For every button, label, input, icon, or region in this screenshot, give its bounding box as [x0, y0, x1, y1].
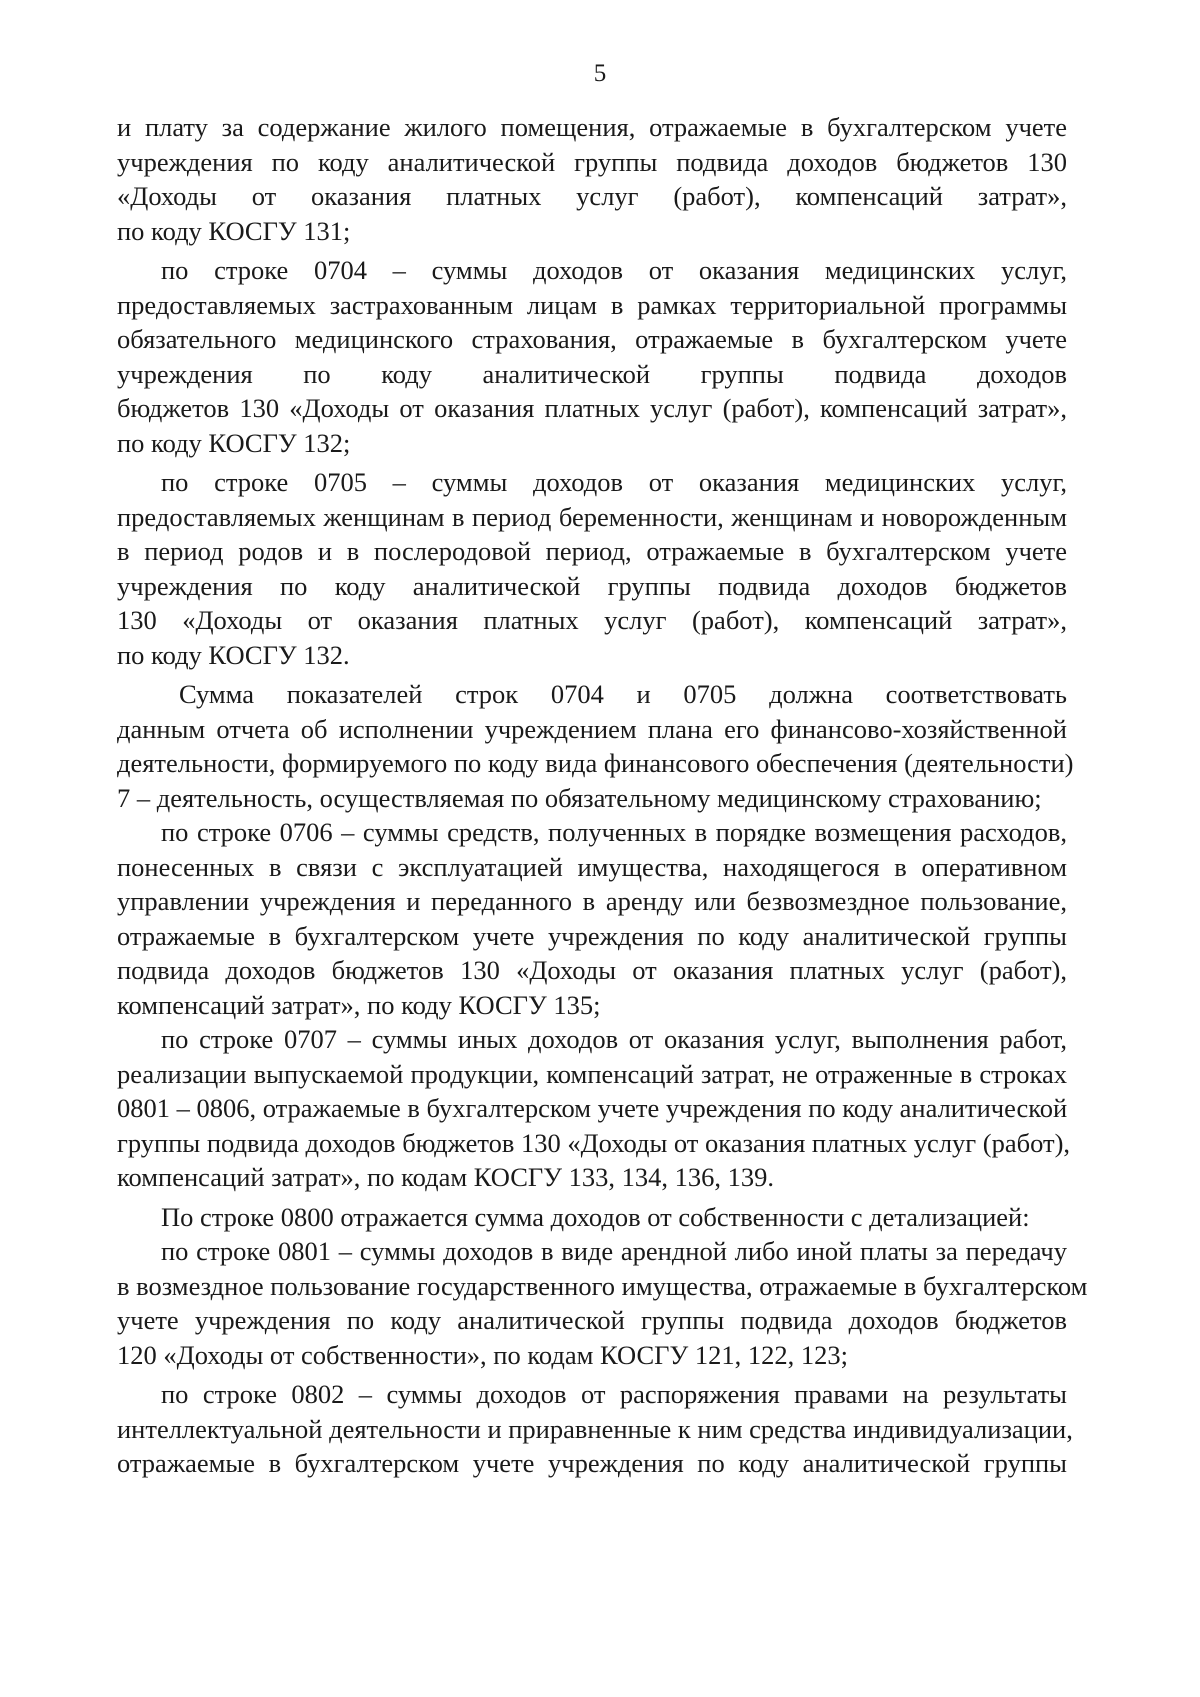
text-line: учреждения по коду аналитической группы подвида доходов бюджетов — [117, 570, 1067, 601]
text-line: по строке 0705 – суммы доходов от оказания медицинских услуг, — [161, 467, 1067, 497]
text-line: по строке 0706 – суммы средств, полученных в порядке возмещения расходов, — [161, 817, 1067, 847]
text-line: отражаемые в бухгалтерском учете учреждения по коду аналитической группы — [117, 920, 1067, 951]
text-line: по строке 0802 – суммы доходов от распоряжения правами на результаты — [161, 1379, 1067, 1409]
text-line: обязательного медицинского страхования, отражаемые в бухгалтерском учете — [117, 324, 1067, 354]
text-line: 7 – деятельность, осуществляемая по обязательному медицинскому страхованию; — [117, 782, 1042, 813]
text-line: и плату за содержание жилого помещения, отражаемые в бухгалтерском учете — [117, 112, 1067, 142]
text-line: по строке 0801 – суммы доходов в виде арендной либо иной платы за передачу — [161, 1236, 1067, 1266]
text-line: интеллектуальной деятельности и приравненные к ним средства индивидуализации, — [117, 1413, 1073, 1444]
page-number: 5 — [593, 60, 607, 87]
text-line: предоставляемых застрахованным лицам в рамках территориальной программы — [117, 289, 1067, 320]
text-line: по коду КОСГУ 131; — [117, 215, 351, 246]
text-line: учреждения по коду аналитической группы подвида доходов бюджетов 130 — [117, 146, 1067, 177]
text-line: «Доходы от оказания платных услуг (работ), компенсаций затрат», — [117, 181, 1067, 211]
text-line: управлении учреждения и переданного в аренду или безвозмездное пользование, — [117, 886, 1067, 916]
text-line: учете учреждения по коду аналитической группы подвида доходов бюджетов — [117, 1305, 1067, 1335]
text-line: 130 «Доходы от оказания платных услуг (работ), компенсаций затрат», — [117, 605, 1067, 635]
text-line: реализации выпускаемой продукции, компенсаций затрат, не отраженные в строках — [117, 1058, 1067, 1089]
text-line: в возмездное пользование государственного имущества, отражаемые в бухгалтерском — [117, 1270, 1088, 1301]
text-line: в период родов и в послеродовой период, отражаемые в бухгалтерском учете — [117, 536, 1067, 566]
text-line: предоставляемых женщинам в период беременности, женщинам и новорожденным — [117, 501, 1067, 532]
text-line: компенсаций затрат», по кодам КОСГУ 133, 134, 136, 139. — [117, 1162, 774, 1192]
text-line: по строке 0707 – суммы иных доходов от оказания услуг, выполнения работ, — [161, 1024, 1067, 1054]
text-line: по строке 0704 – суммы доходов от оказания медицинских услуг, — [161, 255, 1067, 285]
text-line: 0801 – 0806, отражаемые в бухгалтерском учете учреждения по коду аналитической — [117, 1093, 1068, 1123]
text-line: деятельности, формируемого по коду вида финансового обеспечения (деятельности) — [117, 748, 1074, 778]
text-line: компенсаций затрат», по коду КОСГУ 135; — [117, 989, 601, 1020]
text-line: данным отчета об исполнении учреждением плана его финансово-хозяйственной — [117, 713, 1067, 744]
text-line: по коду КОСГУ 132. — [117, 639, 350, 670]
text-line: 120 «Доходы от собственности», по кодам КОСГУ 121, 122, 123; — [117, 1339, 848, 1370]
text-line: отражаемые в бухгалтерском учете учреждения по коду аналитической группы — [117, 1448, 1067, 1478]
text-line: по коду КОСГУ 132; — [117, 427, 351, 458]
text-line: По строке 0800 отражается сумма доходов от собственности с детализацией: — [161, 1201, 1030, 1232]
text-line: группы подвида доходов бюджетов 130 «Доходы от оказания платных услуг (работ), — [117, 1127, 1071, 1158]
document-body — [117, 110, 1088, 1481]
text-line: подвида доходов бюджетов 130 «Доходы от оказания платных услуг (работ), — [117, 955, 1067, 985]
text-line: Сумма показателей строк 0704 и 0705 должна соответствовать — [179, 679, 1067, 709]
text-line: учреждения по коду аналитической группы подвида доходов — [117, 358, 1067, 389]
text-line: бюджетов 130 «Доходы от оказания платных услуг (работ), компенсаций затрат», — [117, 393, 1067, 423]
text-line: понесенных в связи с эксплуатацией имущества, находящегося в оперативном — [117, 851, 1067, 882]
